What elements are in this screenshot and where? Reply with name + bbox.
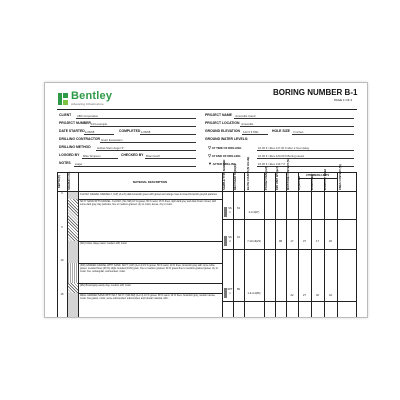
drilling-contractor-value: Grant Excavation	[101, 138, 123, 142]
bentley-logo-icon	[58, 93, 68, 105]
layer-description: CLAYEY GRAVEL GRAVELLY, (GP) (A-2-6) dark brownish green with gravel and orange rises & mixed brownish greyish particles.	[80, 192, 218, 196]
sample-row-divider	[222, 219, 356, 220]
gw-time-value: 10.00 ft / Elev 117.00 ft after 2 hour delay	[258, 146, 310, 150]
drilling-method-label: DRILLING METHOD	[59, 145, 91, 149]
project-name-value: Jonesville Canal	[235, 114, 256, 118]
sample-number: 1	[229, 292, 231, 295]
sample-plasticity-index: 42	[329, 294, 332, 297]
water-level-icon: ▼	[208, 161, 212, 166]
hole-size-underline	[292, 134, 354, 135]
sample-blow-counts: 7-10-13(23)	[247, 240, 261, 243]
checked-by-underline	[145, 158, 196, 159]
gw-after-label: AFTER DRILLING	[212, 162, 236, 166]
atterberg-header: ATTERBERG LIMITS	[305, 173, 330, 177]
sample-plastic-limit: 17	[316, 240, 319, 243]
sample-recovery: 63	[237, 207, 240, 210]
project-number-label: PROJECT NUMBER	[59, 121, 91, 125]
sample-moisture: 22	[290, 294, 294, 297]
project-name-underline	[234, 118, 354, 119]
sample-moisture: 17	[290, 240, 294, 243]
water-level-icon: ▽	[208, 145, 212, 150]
notes-value: Auger	[75, 162, 83, 166]
water-level-icon: ▽	[208, 153, 212, 158]
boring-number-title: BORING NUMBER B-1	[273, 88, 358, 97]
date-started-label: DATE STARTED	[59, 129, 85, 133]
drilling-contractor-label: DRILLING CONTRACTOR	[59, 137, 100, 141]
material-description-header: MATERIAL DESCRIPTION	[132, 180, 168, 184]
sample-blow-counts: 2-3-4(07)	[248, 211, 260, 214]
gw-after-value: 15.00 ft / Elev 119.7 ft	[258, 162, 286, 166]
client-label: CLIENT	[59, 113, 72, 117]
col-line	[222, 172, 223, 317]
gw-time-underline	[257, 150, 354, 151]
project-location-label: PROJECT LOCATION	[205, 121, 240, 125]
layer-description: (SC) brown clayey sand, medium stiff, moist	[80, 242, 127, 245]
gw-end-of-drilling	[208, 153, 241, 158]
graphic-log-sandy-clay	[68, 283, 78, 293]
gw-end-value: 10.00 ft / Elev 120.00 ft Boring caved	[258, 154, 304, 158]
col-line	[356, 172, 357, 317]
ground-elevation-value: 122.0 ft MSL	[243, 130, 259, 134]
dry-unit-wt-header: DRY UNIT WT. (pcf)	[276, 166, 279, 190]
sample-plastic-limit: 40	[316, 294, 319, 297]
ground-water-label: GROUND WATER LEVELS:	[205, 137, 249, 141]
layer-description: (SW) GRADED GRAVEL WITH SAND, SILTY, (GP) (A-2-4) 15 % gravel, 50 % sand, 10 % fines, brownish gray with some white gravel, rounded fines (20 %) slight rounded (10%) grain, fine to medium grained, 30 % gravel fine to medium-grained gravel, dry to moist, fine, subangular, subrounded, moist.	[80, 264, 218, 273]
notes-label: NOTES	[59, 161, 71, 165]
graphic-log-clayey-sand	[68, 241, 78, 263]
sample-liquid-limit: 37	[303, 240, 306, 243]
depth-tick: 15	[60, 293, 64, 296]
fines-content-header: FINES CONTENT (%)	[339, 164, 342, 190]
recovery-header: RECOVERY % (RQD)	[234, 164, 237, 190]
ground-elevation-label: GROUND ELEVATION	[205, 129, 240, 133]
completed-label: COMPLETED	[119, 129, 141, 133]
col-line	[78, 172, 79, 317]
plasticity-index-header: PLASTICITY INDEX	[325, 168, 327, 190]
graphic-log-silty-sand	[68, 199, 78, 241]
completed-underline	[140, 134, 196, 135]
boring-log-sheet	[44, 82, 368, 318]
checked-by-label: CHECKED BY	[121, 153, 144, 157]
depth-header: DEPTH (ft)	[58, 175, 61, 189]
sample-type: SS	[228, 236, 232, 239]
drilling-method-value: Hollow Stem Auger 3"	[97, 146, 125, 150]
header-divider	[57, 109, 357, 110]
drilling-method-underline	[96, 150, 196, 151]
sample-row-divider	[222, 249, 356, 250]
checked-by-value: Brian Graff	[146, 154, 160, 158]
plastic-limit-header: PLASTIC LIMIT	[312, 173, 314, 190]
col-line	[275, 172, 276, 317]
graphic-log-header: GRAPHIC LOG	[68, 171, 71, 190]
graphic-log-gravel	[68, 192, 78, 199]
logged-by-underline	[82, 158, 118, 159]
client-underline	[76, 118, 196, 119]
layer-description: SILTY SAND WITH GRAVEL, CLAYEY, (SC-SM) 10 % gravel, 50 % sand, 15 % fines, light dark grey and dark brown mixed, with some dark gray clay particles, fine to medium-grained, dry to moist, dense, dry to moist.	[80, 200, 217, 206]
col-line	[233, 172, 234, 317]
sample-plasticity-index: 26	[329, 240, 332, 243]
pocket-pen-header: POCKET PEN. (tsf)	[265, 166, 268, 190]
date-started-value: 1/28/08	[85, 130, 95, 134]
graphic-log-well-graded-sand	[68, 293, 78, 317]
gw-time-of-drilling	[208, 145, 241, 150]
col-line	[337, 172, 338, 317]
sample-dry-unit-wt: 98	[279, 240, 282, 243]
blow-counts-header: BLOW COUNTS (N VALUE)	[247, 156, 250, 190]
project-number-underline	[90, 126, 196, 127]
sample-number: 2	[229, 240, 231, 243]
sample-type: SPT	[227, 288, 233, 291]
layer-description: WELL GRADED SAND WITH SILT, SILTY, (SW-SM) (A-2-4) 10 % gravel, 80 % sand, 10 % fines, brownish gray, medium dense, moist, fine gravel, moist, some subrounded, subrounded, and tubular material, with...	[80, 294, 216, 300]
sample-blow-counts: 1-3-3-4(06)	[247, 292, 261, 295]
project-location-value: Jonesville	[241, 122, 254, 126]
moisture-header: MOISTURE CONTENT (%)	[287, 158, 290, 190]
gw-after-drilling	[208, 161, 236, 166]
logged-by-value: Mike Simpson	[83, 154, 101, 158]
liquid-limit-header: LIQUID LIMIT	[299, 175, 301, 190]
depth-tick: 10	[60, 259, 64, 262]
company-tagline: Advancing Infrastructure	[71, 102, 104, 106]
project-number-value: 123-example	[91, 122, 108, 126]
completed-value: 1/28/08	[141, 130, 151, 134]
drilling-contractor-underline	[100, 142, 196, 143]
depth-tick: 0	[61, 192, 63, 195]
depth-tick: 5	[61, 226, 63, 229]
ground-elevation-underline	[242, 134, 268, 135]
sample-recovery: 91	[237, 236, 240, 239]
gw-end-underline	[257, 158, 354, 159]
project-location-underline	[240, 126, 354, 127]
sample-type-header: SAMPLE TYPE NUMBER	[223, 159, 226, 190]
hole-size-label: HOLE SIZE	[272, 129, 290, 133]
layer-description: (ML) Brown/gray sandy clay, medium stiff, moist	[80, 284, 131, 287]
col-line	[264, 172, 265, 317]
sample-recovery: 89	[237, 288, 240, 291]
hole-size-value: 3 inches	[293, 130, 304, 134]
notes-underline	[74, 166, 196, 167]
graphic-log-graded-gravel	[68, 263, 78, 283]
logged-by-label: LOGGED BY	[59, 153, 80, 157]
page-number: PAGE 1 OF 2	[334, 98, 353, 102]
sample-row-divider	[222, 301, 356, 302]
gw-end-label: AT END OF DRILLING	[211, 154, 241, 158]
gw-time-label: AT TIME OF DRILLING	[211, 146, 242, 150]
col-line	[244, 172, 245, 317]
sample-type: SS	[228, 207, 232, 210]
project-name-label: PROJECT NAME	[205, 113, 232, 117]
sample-number: 1	[229, 211, 231, 214]
client-value: ABC Corporation	[77, 114, 99, 118]
date-started-underline	[84, 134, 114, 135]
sample-liquid-limit: 27	[303, 294, 306, 297]
company-logo-text: Bentley	[71, 90, 113, 102]
